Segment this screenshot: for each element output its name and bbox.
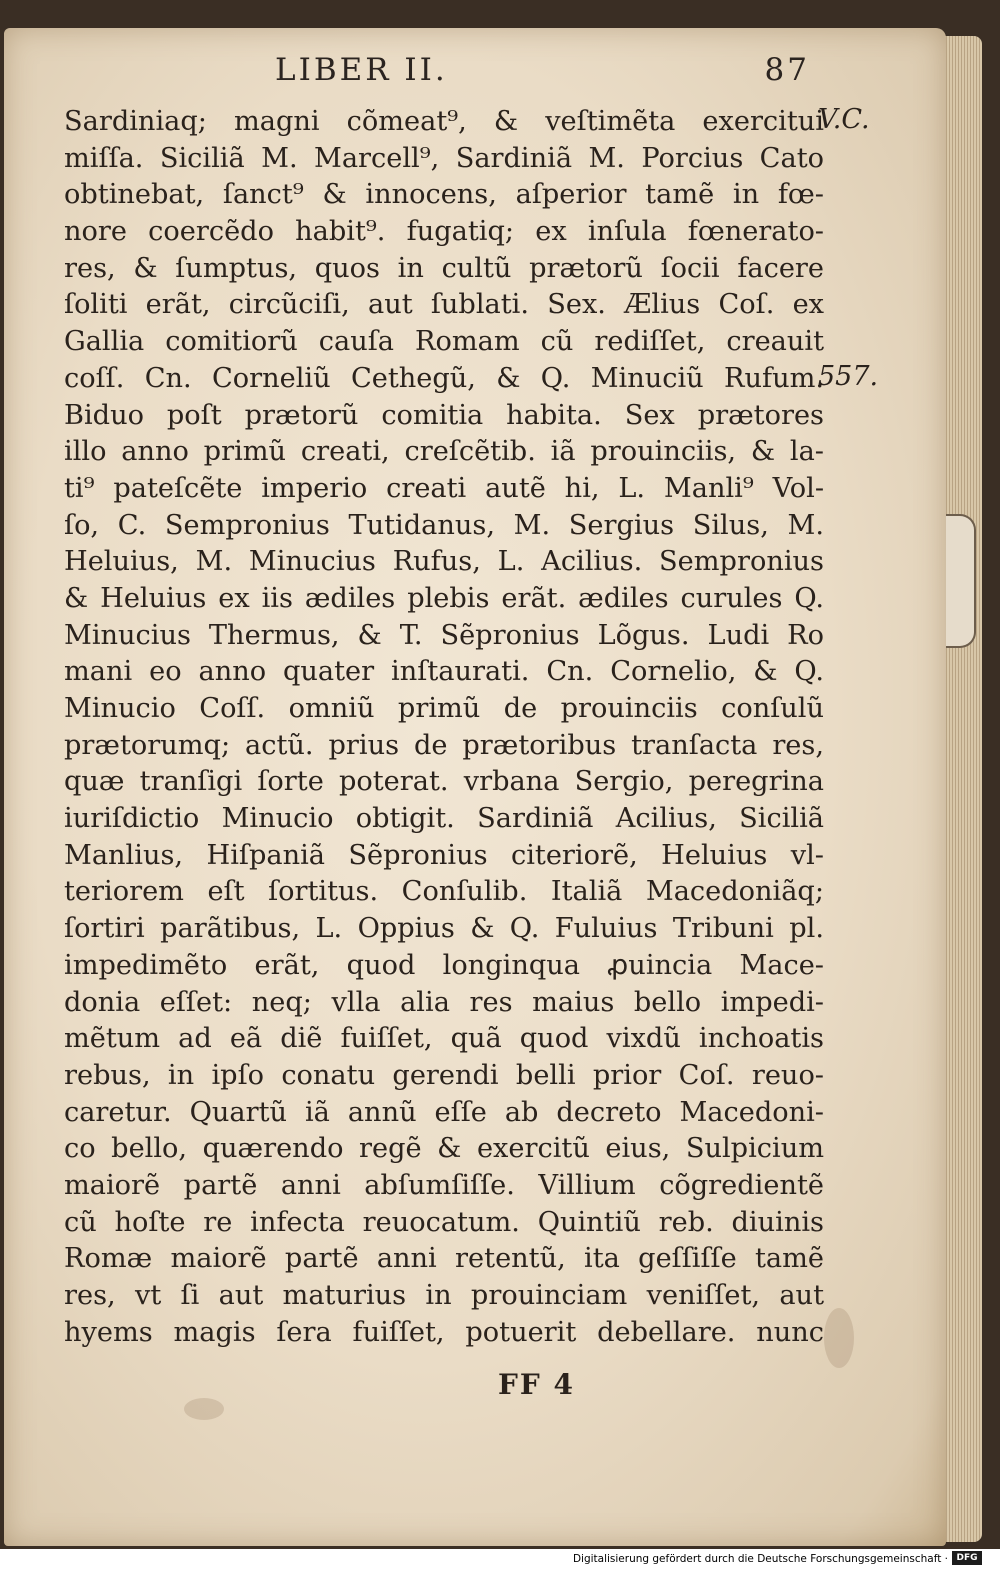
text-line: coſſ. Cn. Corneliũ Cethegũ, & Q. Minuciũ Rufum. [64,362,824,394]
text-line: quæ tranſigi ſorte poterat. vrbana Sergio, peregrina [64,766,824,798]
text-line: co bello, quærendo regẽ & exercitũ eius, Sulpicium [64,1133,824,1165]
text-line: illo anno primũ creati, creſcẽtib. iã prouinciis, & la- [64,436,824,468]
text-line: Sardiniaq; magni cõmeat⁹, & veſtimẽta exercitui [64,106,824,137]
text-line: caretur. Quartũ iã annũ eſſe ab decreto Macedoni- [64,1096,824,1128]
text-line: rebus, in ipſo conatu gerendi belli prior Coſ. reuo- [64,1059,824,1091]
text-line: iuriſdictio Minucio obtigit. Sardiniã Acilius, Siciliã [64,803,824,835]
text-line: mani eo anno quater inſtaurati. Cn. Cornelio, & Q. [64,656,824,688]
margin-note-year: 557. [818,361,879,392]
text-line: ſortiri parãtibus, L. Oppius & Q. Fuluius Tribuni pl. [64,913,824,945]
text-line: prætorumq; actũ. prius de prætoribus tranſacta res, [64,729,824,761]
text-line: ſo, C. Sempronius Tutidanus, M. Sergius Silus, M. [64,509,824,541]
paper-stain [824,1308,854,1368]
text-line: nore coercẽdo habit⁹. fugatiq; ex inſula fœnerato- [64,216,824,248]
text-line: res, vt ſi aut maturius in prouinciam veniſſet, aut [64,1280,824,1311]
text-line: Biduo poſt prætorũ comitia habita. Sex prætores [64,399,824,431]
text-line: cũ hoſte re infecta reuocatum. Quintiũ reb. diuinis [64,1206,824,1238]
text-line: & Heluius ex iis ædiles plebis erãt. ædiles curules Q. [64,582,824,614]
text-line: donia eſſet: neq; vlla alia res maius bello impedi- [64,986,824,1018]
dfg-logo: DFG [952,1551,982,1565]
text-line: ti⁹ pateſcẽte imperio creati autẽ hi, L. Manli⁹ Vol- [64,472,824,504]
text-line: hyems magis ſera fuiſſet, potuerit debellare. nunc [64,1316,824,1348]
text-line: miſſa. Siciliã M. Marcell⁹, Sardiniã M. Porcius Cato [64,142,824,174]
text-line: Manlius, Hiſpaniã Sẽpronius citeriorẽ, Heluius vl- [64,839,824,871]
text-line: Heluius, M. Minucius Rufus, L. Acilius. Sempronius [64,546,824,578]
page-number: 87 [764,52,810,88]
body-text [64,104,824,1351]
catchwords: FF 4 [498,1368,575,1401]
text-line: Romæ maiorẽ partẽ anni retentũ, ita geſſiſſe tamẽ [64,1243,824,1275]
running-head-title: LIBER II. [275,52,448,88]
footer-credit: Digitalisierung gefördert durch die Deutsche Forschungsgemeinschaft · [572,1553,948,1565]
text-line: res, & ſumptus, quos in cultũ prætorũ ſocii facere [64,252,824,284]
text-line: ſoliti erãt, circũciſi, aut ſublati. Sex. Ælius Coſ. ex [64,289,824,321]
text-line: Minucio Coſſ. omniũ primũ de prouinciis conſulũ [64,693,824,724]
text-line: teriorem eſt ſortitus. Conſulib. Italiã Macedoniãq; [64,876,824,908]
paper-stain [184,1398,224,1420]
text-line: mẽtum ad eã diẽ fuiſſet, quã quod vixdũ inchoatis [64,1023,824,1055]
text-line: impedimẽto erãt, quod longinqua ꝓuincia Mace- [64,949,824,981]
text-line: obtinebat, ſanct⁹ & innocens, aſperior tamẽ in fœ- [64,179,824,211]
running-head [260,52,820,96]
text-line: maiorẽ partẽ anni abſumſiſſe. Villium cõgredientẽ [64,1169,824,1201]
text-line: Minucius Thermus, & T. Sẽpronius Lõgus. Ludi Ro [64,619,824,651]
text-line: Gallia comitiorũ cauſa Romam cũ rediſſet, creauit [64,326,824,358]
margin-note-vc: V.C. [818,104,870,135]
page-edges [944,36,982,1542]
